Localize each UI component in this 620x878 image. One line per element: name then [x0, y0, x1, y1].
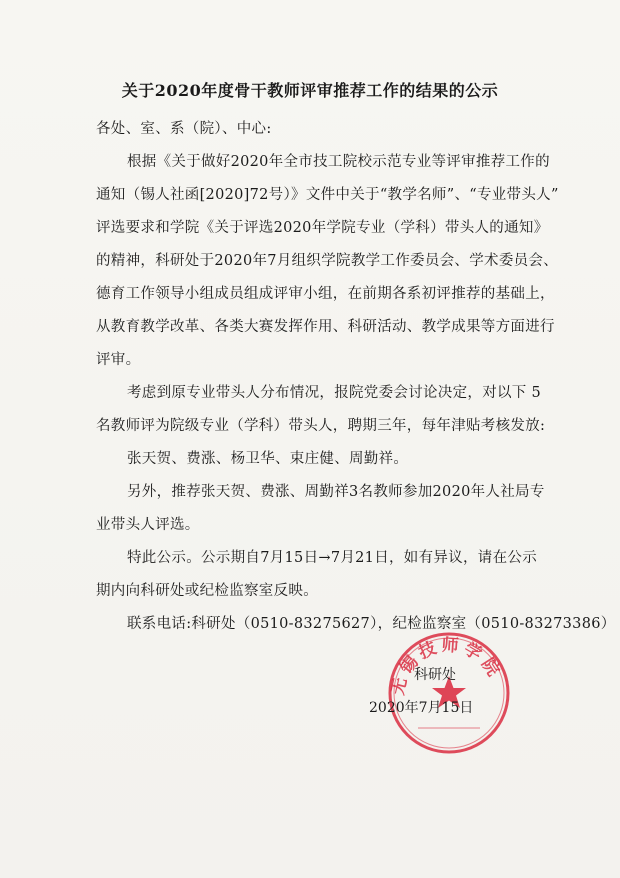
- body-line: 业带头人评选。: [96, 517, 200, 533]
- body-line: 另外，推荐张天贺、费涨、周勤祥3名教师参加2020年人社局专: [127, 484, 545, 500]
- signature-date: 2020年7月15日: [369, 700, 474, 716]
- signature-dept: 科研处: [414, 667, 456, 683]
- body-line: 通知（锡人社函[2020]72号）》文件中关于“教学名师”、“专业带头人”: [96, 187, 559, 203]
- body-line: 从教育教学改革、各类大赛发挥作用、科研活动、教学成果等方面进行: [96, 319, 555, 335]
- body-line: 期内向科研处或纪检监察室反映。: [96, 583, 318, 599]
- body-line: 评审。: [96, 352, 141, 368]
- body-line: 根据《关于做好2020年全市技工院校示范专业等评审推荐工作的: [127, 154, 550, 170]
- body-line: 的精神，科研处于2020年7月组织学院教学工作委员会、学术委员会、: [96, 253, 559, 269]
- body-line: 特此公示。公示期自7月15日→7月21日，如有异议，请在公示: [127, 550, 537, 566]
- seal-text: 无锡技师学院: [388, 635, 506, 697]
- contact-line: 联系电话:科研处（0510-83275627），纪检监察室（0510-83273386）: [127, 616, 616, 632]
- official-seal: [386, 630, 512, 756]
- body-line: 名教师评为院级专业（学科）带头人，聘期三年，每年津贴考核发放:: [96, 418, 546, 434]
- salutation: 各处、室、系（院）、中心:: [96, 121, 272, 137]
- page-title: 关于2020年度骨干教师评审推荐工作的结果的公示: [121, 81, 499, 100]
- body-line: 评选要求和学院《关于评选2020年学院专业（学科）带头人的通知》: [96, 220, 549, 236]
- body-line: 德育工作领导小组成员组成评审小组，在前期各系初评推荐的基础上，: [96, 286, 555, 302]
- body-line: 考虑到原专业带头人分布情况，报院党委会讨论决定，对以下 5: [127, 385, 542, 401]
- teacher-names: 张天贺、费涨、杨卫华、束庄健、周勤祥。: [127, 451, 409, 467]
